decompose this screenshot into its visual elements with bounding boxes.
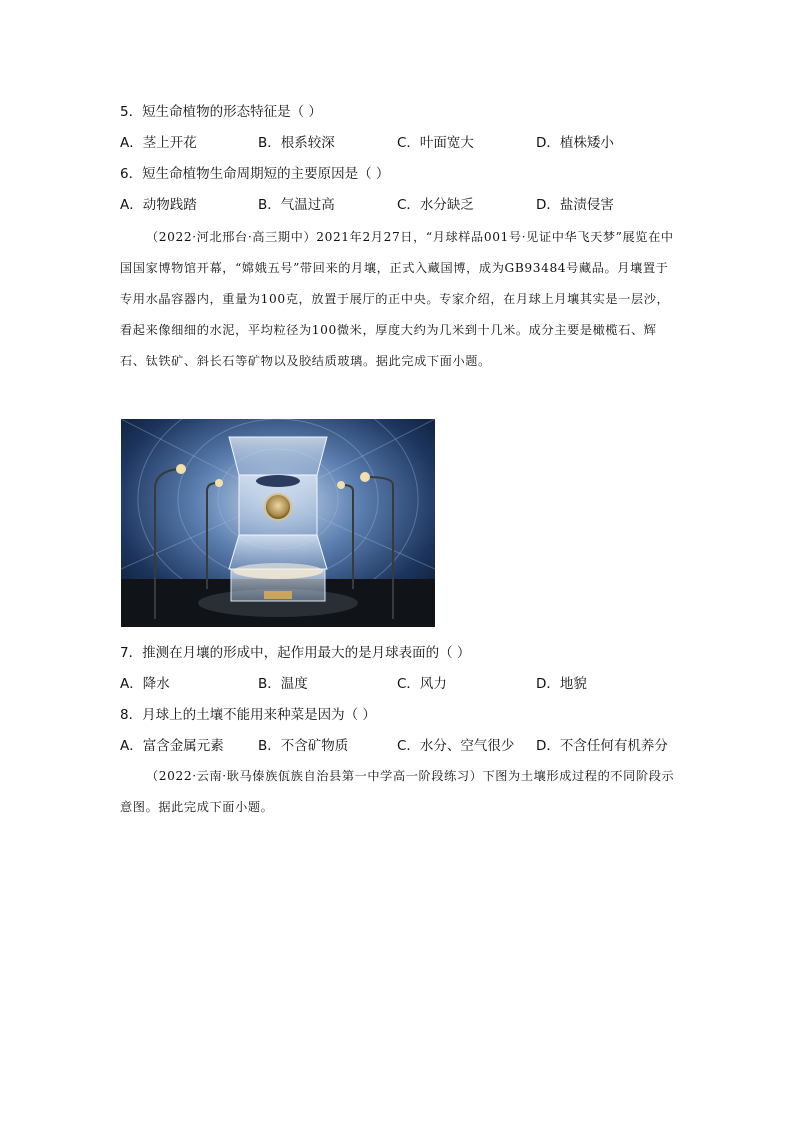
question-8-option-c[interactable]: C．水分、空气很少 bbox=[397, 738, 515, 754]
nameplate bbox=[264, 591, 292, 599]
question-5-option-c[interactable]: C．叶面宽大 bbox=[397, 135, 474, 151]
question-8-option-b[interactable]: B．不含矿物质 bbox=[258, 738, 349, 754]
question-6-stem: 6．短生命植物生命周期短的主要原因是（ ） bbox=[120, 166, 390, 182]
crystal-container-top bbox=[229, 437, 327, 475]
question-7-stem: 7．推测在月壤的形成中，起作用最大的是月球表面的（ ） bbox=[120, 645, 471, 661]
question-7-option-a[interactable]: A．降水 bbox=[120, 676, 170, 692]
question-5-option-d[interactable]: D．植株矮小 bbox=[536, 135, 614, 151]
question-5-option-b[interactable]: B．根系较深 bbox=[258, 135, 335, 151]
passage-moon-soil-text: （2022·河北邢台·高三期中）2021年2月27日，“月球样品001号·见证中华飞天梦”展览在中国国家博物馆开幕，“嫦娥五号”带回来的月壤，正式入藏国博，成为GB93484号藏品。月壤置于专用水晶容器内，重量为100克，放置于展厅的正中央。专家介绍，在月球上月壤其实是一层沙，看起来像细细的水泥，平均粒径为100微米，厚度大约为几米到十几米。成分主要是橄榄石、辉石、钛铁矿、斜长石等矿物以及胶结质玻璃。据此完成下面小题。 bbox=[120, 230, 674, 368]
crystal-container-bottom bbox=[229, 535, 327, 569]
question-5-option-a[interactable]: A．茎上开花 bbox=[120, 135, 197, 151]
question-7-option-c[interactable]: C．风力 bbox=[397, 676, 447, 692]
container-lid bbox=[256, 475, 300, 487]
question-8-option-a[interactable]: A．富含金属元素 bbox=[120, 738, 224, 754]
question-6-option-b[interactable]: B．气温过高 bbox=[258, 197, 335, 213]
question-6-option-c[interactable]: C．水分缺乏 bbox=[397, 197, 474, 213]
question-6-option-d[interactable]: D．盐渍侵害 bbox=[536, 197, 614, 213]
lunar-soil-exhibit-photo bbox=[121, 419, 435, 627]
passage-soil-formation bbox=[120, 761, 675, 823]
question-6-option-a[interactable]: A．动物践踏 bbox=[120, 197, 197, 213]
question-8-stem: 8．月球上的土壤不能用来种菜是因为（ ） bbox=[120, 707, 376, 723]
passage-moon-soil bbox=[120, 222, 675, 377]
question-7-option-b[interactable]: B．温度 bbox=[258, 676, 308, 692]
question-5-stem: 5．短生命植物的形态特征是（ ） bbox=[120, 104, 322, 120]
question-7-option-d[interactable]: D．地貌 bbox=[536, 676, 587, 692]
passage-soil-formation-text: （2022·云南·耿马傣族佤族自治县第一中学高一阶段练习）下图为土壤形成过程的不同阶段示意图。据此完成下面小题。 bbox=[120, 769, 675, 814]
lunar-soil-sample bbox=[265, 494, 291, 520]
question-8-option-d[interactable]: D．不含任何有机养分 bbox=[536, 738, 668, 754]
exhibit-illustration bbox=[121, 419, 435, 627]
